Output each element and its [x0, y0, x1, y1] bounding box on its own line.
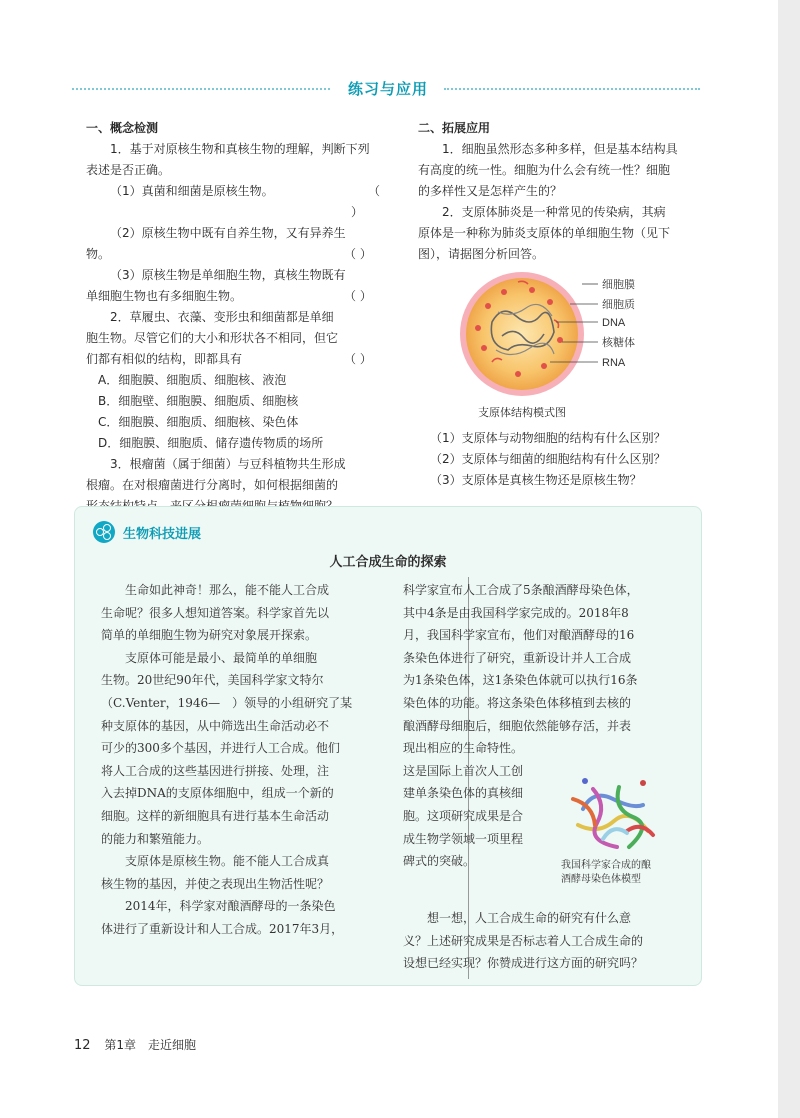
- article-title: 人工合成生命的探索: [329, 555, 447, 570]
- article-line: 其中4条是由我国科学家完成的。2018年8: [403, 605, 629, 620]
- article-line: 体进行了重新设计和人工合成。2017年3月，: [101, 921, 344, 936]
- article-line: 生命呢？很多人想知道答案。科学家首先以: [101, 605, 330, 620]
- diagram-questions: [430, 428, 720, 491]
- q2-line3: 们都有相似的结构，即都具有 （ ）: [86, 352, 372, 366]
- mycoplasma-diagram: [458, 262, 658, 412]
- q2-option-c: C．细胞膜、细胞质、细胞核、染色体: [98, 415, 299, 429]
- concept-check-column: [86, 118, 381, 517]
- diagram-caption: 支原体结构模式图: [478, 406, 566, 419]
- article-line: 胞。这项研究成果是合: [403, 808, 524, 823]
- ext-p1-line2: 有高度的统一性。细胞为什么会有统一性？细胞: [418, 163, 671, 177]
- concept-check-heading: 一、概念检测: [86, 121, 159, 135]
- sub-question-2: （2）支原体与细菌的细胞结构有什么区别？: [430, 452, 666, 466]
- label-rna: RNA: [602, 357, 626, 369]
- box-header: [93, 521, 201, 543]
- ext-p2-line1: 2．支原体肺炎是一种常见的传染病，其病: [442, 205, 666, 219]
- article-line: （C.Venter，1946— ）领导的小组研究了某: [101, 695, 353, 710]
- section-title: 练习与应用: [347, 80, 428, 98]
- q1-item-2-line1: （2）原核生物中既有自养生物，又有异养生: [110, 226, 346, 240]
- ext-p1-line3: 的多样性又是怎样产生的？: [418, 184, 563, 198]
- label-dna: DNA: [602, 317, 626, 329]
- article-line: 细胞。这样的新细胞具有进行基本生命活动: [101, 808, 330, 823]
- article-line: 的能力和繁殖能力。: [101, 831, 210, 846]
- ext-p2-line3: 图），请据图分析回答。: [418, 247, 545, 261]
- page-footer: [74, 1036, 196, 1053]
- sub-question-1: （1）支原体与动物细胞的结构有什么区别？: [430, 431, 666, 445]
- label-ribosome: 核糖体: [602, 337, 635, 349]
- article-line: 2014年，科学家对酿酒酵母的一条染色: [125, 899, 336, 914]
- article-line: 成生物学领域一项里程: [403, 831, 524, 846]
- article-line: 碑式的突破。: [403, 854, 476, 869]
- photo-caption: 我国科学家合成的酿 酒酵母染色体模型: [561, 860, 651, 885]
- article-line: 月，我国科学家宣布，他们对酿酒酵母的16: [403, 628, 635, 643]
- article-line: 支原体可能是最小、最简单的单细胞: [125, 650, 318, 665]
- science-progress-box: [74, 506, 702, 986]
- page-number: 12: [74, 1038, 91, 1053]
- page-edge: [778, 0, 800, 1118]
- q2-option-a: A．细胞膜、细胞质、细胞核、液泡: [98, 373, 287, 387]
- q1-item-2-line2: 物。 （ ）: [86, 247, 372, 261]
- article-line: 建单条染色体的真核细: [403, 786, 524, 801]
- q2-line1: 2．草履虫、衣藻、变形虫和细菌都是单细: [110, 310, 334, 324]
- q3-line2: 根瘤。在对根瘤菌进行分离时，如何根据细菌的: [86, 478, 339, 492]
- extension-heading: 二、拓展应用: [418, 121, 491, 135]
- article-line: 将人工合成的这些基因进行拼接、处理，注: [101, 763, 330, 778]
- article-line: 入去掉DNA的支原体细胞中，组成一个新的: [101, 786, 334, 801]
- chromosome-model-photo: [563, 769, 663, 857]
- header-divider-right: [444, 88, 700, 90]
- article-left-column: [101, 579, 445, 941]
- article-line: 想一想，人工合成生命的研究有什么意: [427, 911, 632, 925]
- q1-item-3-line2: 单细胞生物也有多细胞生物。 （ ）: [86, 289, 372, 303]
- extension-column: [418, 118, 704, 265]
- biotech-logo-icon: [93, 521, 115, 543]
- section-header: [72, 78, 700, 100]
- article-line: 生物。20世纪90年代，美国科学家文特尔: [101, 673, 324, 688]
- article-line: 条染色体进行了研究，重新设计并人工合成: [403, 650, 632, 665]
- ext-p2-line2: 原体是一种称为肺炎支原体的单细胞生物（见下: [418, 226, 671, 240]
- cytoplasm: [466, 278, 578, 390]
- article-line: 生命如此神奇！那么，能不能人工合成: [125, 583, 330, 597]
- article-line: 酿酒酵母细胞后，细胞依然能够存活，并表: [403, 718, 632, 733]
- article-line: 义？上述研究成果是否标志着人工合成生命的: [403, 933, 644, 948]
- label-cell-membrane: 细胞膜: [602, 279, 635, 291]
- q2-line2: 胞生物。尽管它们的大小和形状各不相同，但它: [86, 331, 339, 345]
- article-closing: [403, 907, 693, 975]
- box-label: 生物科技进展: [123, 526, 202, 542]
- sub-question-3: （3）支原体是真核生物还是原核生物？: [430, 473, 642, 487]
- q1-intro: 1．基于对原核生物和真核生物的理解，判断下列表述是否正确。: [86, 142, 370, 177]
- label-cytoplasm: 细胞质: [602, 299, 635, 311]
- q1-item-3-line1: （3）原核生物是单细胞生物，真核生物既有: [110, 268, 346, 282]
- article-line: 简单的单细胞生物为研究对象展开探索。: [101, 628, 318, 643]
- chapter-title: 第1章 走近细胞: [104, 1038, 197, 1052]
- article-line: 染色体的功能。将这条染色体移植到去核的: [403, 695, 632, 710]
- article-line: 现出相应的生命特性。: [403, 741, 524, 756]
- q1-item-1: （1）真菌和细菌是原核生物。 （ ）: [110, 184, 381, 219]
- article-line: 可少的300多个基因，并进行人工合成。他们: [101, 741, 340, 756]
- header-divider-left: [72, 88, 330, 90]
- article-line: 设想已经实现？你赞成进行这方面的研究吗？: [403, 956, 644, 971]
- q2-option-d: D．细胞膜、细胞质、储存遗传物质的场所: [98, 436, 324, 450]
- article-line: 核生物的基因，并使之表现出生物活性呢？: [101, 876, 330, 891]
- ext-p1-line1: 1．细胞虽然形态多种多样，但是基本结构具: [442, 142, 678, 156]
- q3-line1: 3．根瘤菌（属于细菌）与豆科植物共生形成: [110, 457, 346, 471]
- article-line: 这是国际上首次人工创: [403, 763, 524, 778]
- q2-option-b: B．细胞壁、细胞膜、细胞质、细胞核: [98, 394, 299, 408]
- article-line: 支原体是原核生物。能不能人工合成真: [125, 854, 330, 869]
- article-line: 科学家宣布人工合成了5条酿酒酵母染色体，: [403, 583, 639, 597]
- article-line: 种支原体的基因，从中筛选出生命活动必不: [101, 718, 330, 733]
- article-line: 为1条染色体，这1条染色体就可以执行16条: [403, 673, 638, 688]
